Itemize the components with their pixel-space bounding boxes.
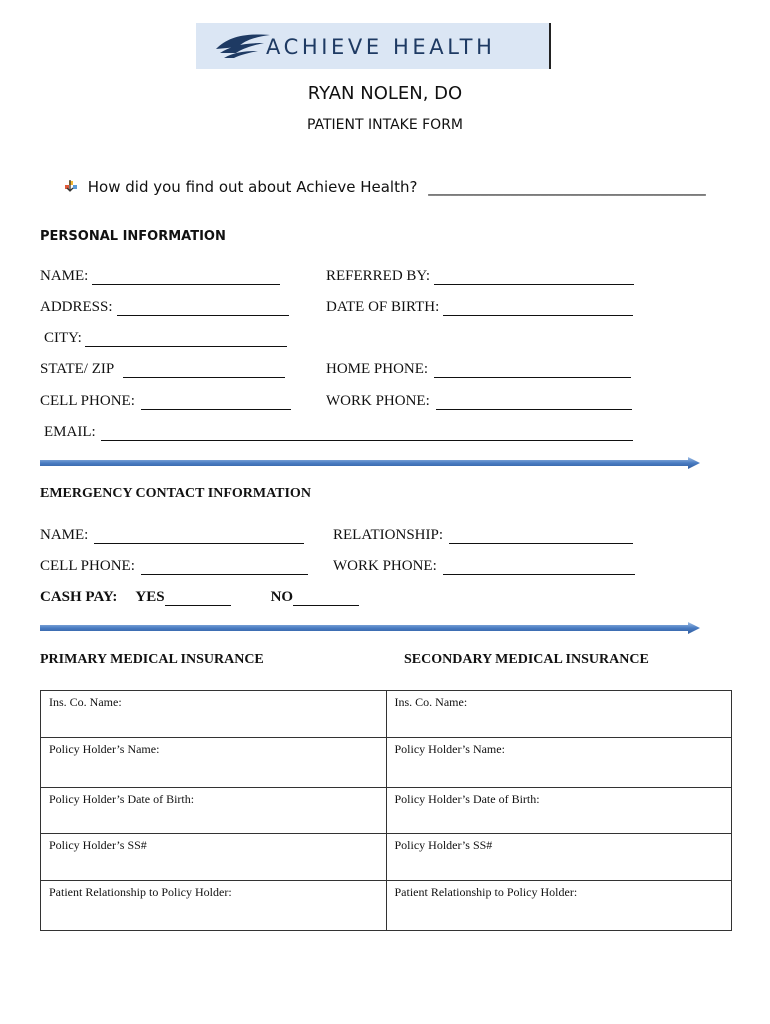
secondary-patient-relationship-cell[interactable]: Patient Relationship to Policy Holder: (386, 881, 732, 931)
table-row (41, 691, 732, 738)
cash-pay-yes-label: YES (135, 589, 165, 605)
address-input-line[interactable] (117, 301, 289, 316)
work-phone-field[interactable] (326, 393, 632, 410)
emergency-heading: EMERGENCY CONTACT INFORMATION (40, 486, 311, 501)
home-phone-field[interactable] (326, 361, 631, 378)
cash-pay-no-label: NO (270, 589, 294, 605)
personal-info-heading: PERSONAL INFORMATION (40, 229, 226, 244)
dob-label: DATE OF BIRTH: (326, 299, 440, 315)
address-field[interactable] (40, 299, 289, 316)
emergency-name-field[interactable] (40, 527, 304, 544)
emergency-name-label: NAME: (40, 527, 89, 543)
emergency-work-phone-input-line[interactable] (443, 560, 635, 575)
city-field[interactable] (44, 330, 287, 347)
email-input-line[interactable] (101, 426, 633, 441)
divider-arrow (40, 622, 700, 634)
cash-pay-no-line[interactable] (293, 591, 359, 606)
work-phone-label: WORK PHONE: (326, 393, 430, 409)
state-zip-input-line[interactable] (123, 363, 285, 378)
emergency-cell-phone-input-line[interactable] (141, 560, 308, 575)
secondary-policy-holder-dob-cell[interactable]: Policy Holder’s Date of Birth: (386, 788, 732, 834)
email-field[interactable] (44, 424, 633, 441)
secondary-policy-holder-name-cell[interactable]: Policy Holder’s Name: (386, 738, 732, 788)
emergency-name-input-line[interactable] (94, 529, 304, 544)
relationship-label: RELATIONSHIP: (333, 527, 444, 543)
question-answer-blank[interactable]: _____________________________________ (428, 178, 706, 196)
secondary-ins-co-name-cell[interactable]: Ins. Co. Name: (386, 691, 732, 738)
referral-question (63, 178, 706, 196)
bullet-arrow-icon (63, 179, 79, 193)
relationship-field[interactable] (333, 527, 633, 544)
form-title: PATIENT INTAKE FORM (306, 117, 464, 133)
name-input-line[interactable] (92, 270, 280, 285)
address-label: ADDRESS: (40, 299, 113, 315)
cash-pay-label: CASH PAY: (40, 589, 118, 605)
emergency-cell-phone-field[interactable] (40, 558, 308, 575)
city-input-line[interactable] (85, 332, 287, 347)
cell-phone-input-line[interactable] (141, 395, 291, 410)
logo-text: ACHIEVE HEALTH (266, 35, 496, 59)
work-phone-input-line[interactable] (436, 395, 632, 410)
primary-patient-relationship-cell[interactable]: Patient Relationship to Policy Holder: (41, 881, 387, 931)
secondary-policy-holder-ss-cell[interactable]: Policy Holder’s SS# (386, 834, 732, 881)
home-phone-label: HOME PHONE: (326, 361, 429, 377)
email-label: EMAIL: (44, 424, 96, 440)
table-row (41, 788, 732, 834)
home-phone-input-line[interactable] (434, 363, 631, 378)
table-row (41, 834, 732, 881)
achieve-health-logo (196, 23, 551, 69)
insurance-table (40, 690, 732, 931)
divider-arrow (40, 457, 700, 469)
primary-ins-co-name-cell[interactable]: Ins. Co. Name: (41, 691, 387, 738)
primary-policy-holder-ss-cell[interactable]: Policy Holder’s SS# (41, 834, 387, 881)
emergency-work-phone-label: WORK PHONE: (333, 558, 437, 574)
state-zip-field[interactable] (40, 361, 285, 378)
dob-field[interactable] (326, 299, 633, 316)
emergency-work-phone-field[interactable] (333, 558, 635, 575)
city-label: CITY: (44, 330, 82, 346)
dob-input-line[interactable] (443, 301, 633, 316)
cash-pay-row (40, 589, 359, 606)
question-text: How did you find out about Achieve Health? (87, 178, 418, 196)
referred-by-label: REFERRED BY: (326, 268, 431, 284)
table-row (41, 881, 732, 931)
emergency-cell-phone-label: CELL PHONE: (40, 558, 135, 574)
table-row (41, 738, 732, 788)
primary-policy-holder-name-cell[interactable]: Policy Holder’s Name: (41, 738, 387, 788)
state-zip-label: STATE/ ZIP (40, 361, 115, 377)
referred-by-input-line[interactable] (434, 270, 634, 285)
primary-policy-holder-dob-cell[interactable]: Policy Holder’s Date of Birth: (41, 788, 387, 834)
secondary-insurance-heading: SECONDARY MEDICAL INSURANCE (404, 652, 649, 667)
bird-logo-icon (214, 29, 274, 63)
cash-pay-yes-line[interactable] (165, 591, 231, 606)
doctor-name: RYAN NOLEN, DO (307, 83, 463, 104)
name-label: NAME: (40, 268, 89, 284)
relationship-input-line[interactable] (449, 529, 633, 544)
name-field[interactable] (40, 268, 280, 285)
cell-phone-label: CELL PHONE: (40, 393, 135, 409)
cell-phone-field[interactable] (40, 393, 291, 410)
referred-by-field[interactable] (326, 268, 634, 285)
primary-insurance-heading: PRIMARY MEDICAL INSURANCE (40, 652, 264, 667)
